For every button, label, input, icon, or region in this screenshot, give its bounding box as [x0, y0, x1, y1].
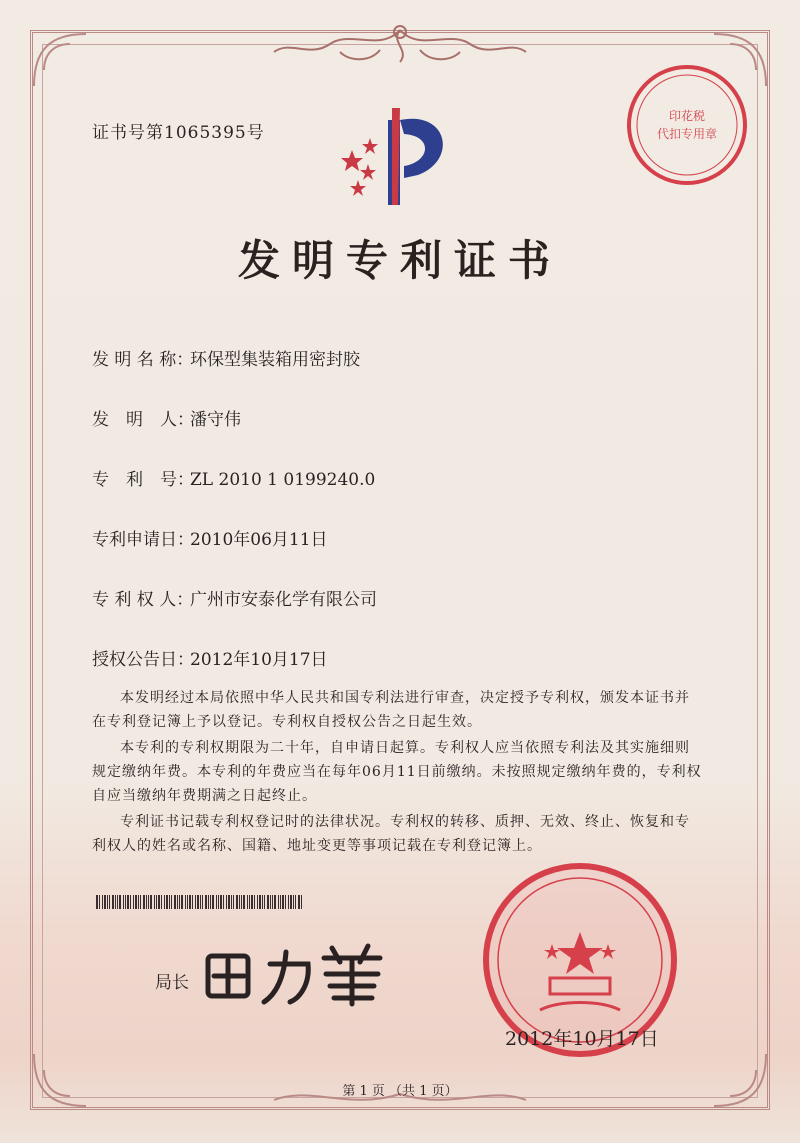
- field-application-date: 专利申请日：2010年06月11日: [92, 530, 328, 550]
- svg-text:代扣专用章: 代扣专用章: [656, 127, 718, 141]
- tax-stamp-seal-icon: [622, 60, 752, 190]
- field-inventor: 发 明 人：潘守伟: [92, 410, 241, 430]
- barcode-icon: [96, 895, 306, 909]
- field-grant-date: 授权公告日：2012年10月17日: [92, 650, 328, 670]
- issue-date: 2012年10月17日: [505, 1028, 659, 1050]
- certificate-number: 证书号第1065395号: [92, 123, 265, 143]
- svg-text:印花税: 印花税: [668, 109, 706, 123]
- field-patentee: 专 利 权 人：广州市安泰化学有限公司: [92, 590, 377, 610]
- page-number: 第 1 页 （共 1 页）: [342, 1084, 458, 1099]
- paragraph-term: 本专利的专利权期限为二十年，自申请日起算。专利权人应当依照专利法及其实施细则规定缴纳年费。本专利的年费应当在每年06月11日前缴纳。未按照规定缴纳年费的，专利权自应当缴纳年费期满之日起终止。: [92, 740, 702, 804]
- patent-office-logo-icon: [338, 100, 468, 210]
- top-ornament-icon: [270, 22, 530, 68]
- paragraph-legal-status: 专利证书记载专利权登记时的法律状况。专利权的转移、质押、无效、终止、恢复和专利权人的姓名或名称、国籍、地址变更等事项记载在专利登记簿上。: [92, 814, 690, 854]
- director-label: 局长: [155, 973, 189, 993]
- page-title: 发明专利证书: [237, 236, 562, 285]
- corner-ornament-icon: [30, 30, 90, 90]
- paragraph-grant: 本发明经过本局依照中华人民共和国专利法进行审查，决定授予专利权，颁发本证书并在专利登记簿上予以登记。专利权自授权公告之日起生效。: [92, 690, 690, 730]
- field-patent-number: 专 利 号：ZL 2010 1 0199240.0: [92, 470, 376, 490]
- field-invention-name: 发 明 名 称：环保型集装箱用密封胶: [92, 350, 360, 370]
- director-signature-icon: [200, 938, 390, 1018]
